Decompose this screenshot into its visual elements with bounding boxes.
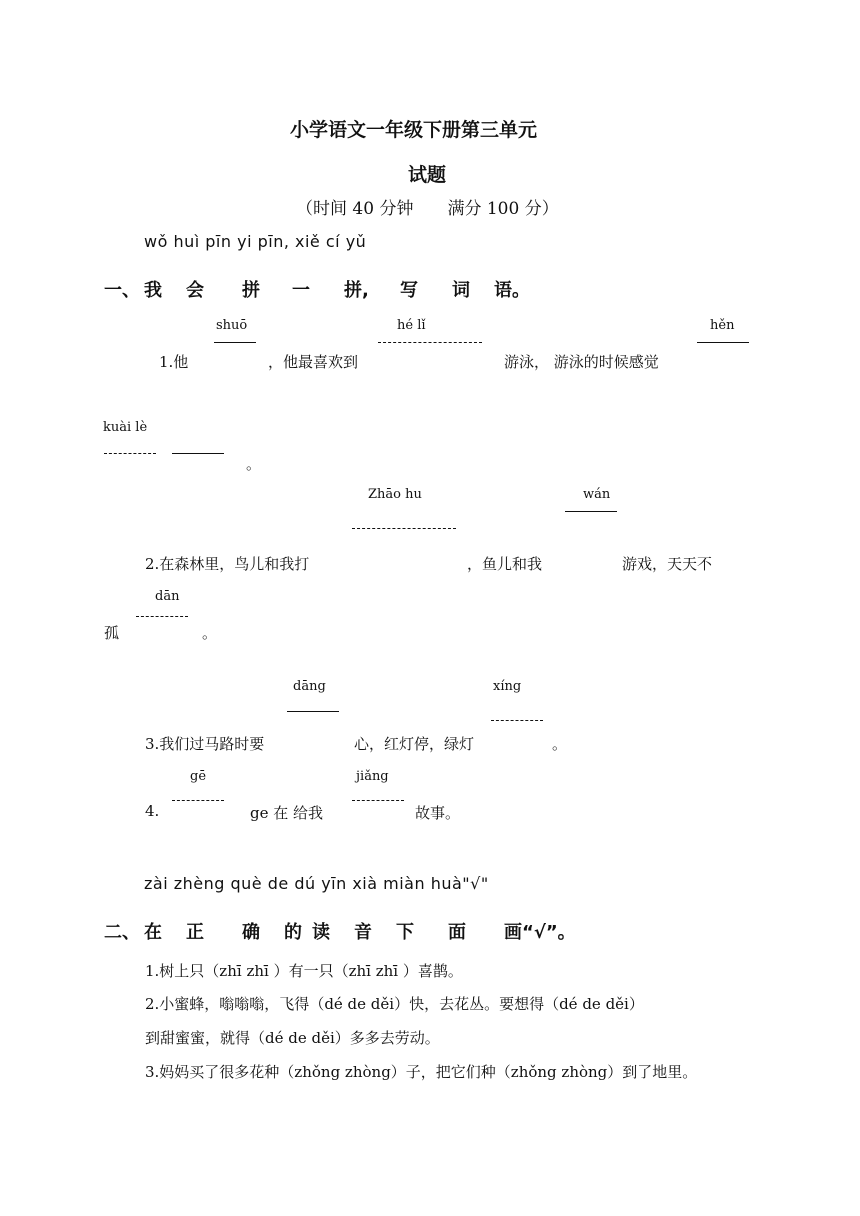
answer-blank-zhaohu[interactable] <box>352 528 456 529</box>
exam-meta: （时间 40 分钟 满分 100 分） <box>296 199 559 219</box>
q2-text-mid: ，鱼儿和我 <box>467 555 543 573</box>
pinyin-heli: hé lǐ <box>397 318 426 333</box>
section2-line-2: 2.小蜜蜂，嗡嗡嗡，飞得（dé de děi）快，去花丛。要想得（dé de děi） <box>145 995 644 1013</box>
answer-blank-jiang[interactable] <box>352 800 404 801</box>
answer-blank-wan[interactable] <box>565 511 617 512</box>
pinyin-ge: gē <box>190 769 207 784</box>
pinyin-wan: wán <box>583 487 611 502</box>
answer-blank-hen[interactable] <box>697 342 749 343</box>
pinyin-kuaile: kuài lè <box>103 420 148 435</box>
q3-text-mid: 心，红灯停，绿灯 <box>354 735 475 753</box>
section2-pinyin-heading: zài zhèng què de dú yīn xià miàn huà"√" <box>144 874 489 893</box>
q2-period: 。 <box>202 624 218 642</box>
heading-char: 一 <box>292 280 310 301</box>
section2-line-4: 3.妈妈买了很多花种（zhǒng zhòng）子，把它们种（zhǒng zhòng）到了地里。 <box>145 1063 698 1081</box>
pinyin-dang: dāng <box>293 679 326 694</box>
heading-char: 会 <box>186 280 204 301</box>
pinyin-shuo: shuō <box>216 318 248 333</box>
answer-blank-dang[interactable] <box>287 711 339 712</box>
heading-char: 词 <box>452 280 470 301</box>
section2-line-1: 1.树上只（zhī zhī ）有一只（zhī zhī ）喜鹊。 <box>145 962 463 980</box>
heading-char: 画“√”。 <box>504 922 576 943</box>
answer-blank-xing[interactable] <box>491 720 543 721</box>
section1-pinyin-heading: wǒ huì pīn yi pīn, xiě cí yǔ <box>144 232 367 251</box>
page-title: 小学语文一年级下册第三单元 <box>290 119 538 141</box>
q4-text-end: 故事。 <box>415 804 461 822</box>
answer-blank-dan[interactable] <box>136 616 188 617</box>
heading-char: 下 <box>396 922 414 943</box>
section2-line-3: 到甜蜜蜜，就得（dé de děi）多多去劳动。 <box>145 1029 440 1047</box>
pinyin-xing: xíng <box>493 679 522 694</box>
heading-char: 读 <box>312 922 330 943</box>
heading-char: 我 <box>144 280 162 301</box>
heading-char: 拼 <box>242 280 260 301</box>
q3-text-start: 3.我们过马路时要 <box>145 735 265 753</box>
answer-blank-kuai[interactable] <box>104 453 156 454</box>
heading-char: 确 <box>242 922 260 943</box>
section2-number: 二、 <box>104 922 140 943</box>
q1-text-mid: ，他最喜欢到 <box>268 353 359 371</box>
section1-heading <box>104 276 530 302</box>
pinyin-hen: hěn <box>710 318 735 333</box>
q4-text-mid: ge 在 给我 <box>250 804 324 822</box>
answer-blank-le[interactable] <box>172 453 224 454</box>
pinyin-dan: dān <box>155 589 180 604</box>
q2-text-end: 游戏，天天不 <box>622 555 713 573</box>
pinyin-zhaohu: Zhāo hu <box>368 487 422 502</box>
q1-text-start: 1.他 <box>159 353 189 371</box>
q2-text-start: 2.在森林里，鸟儿和我打 <box>145 555 310 573</box>
section1-number: 一、 <box>104 280 140 301</box>
heading-char: 的 <box>284 922 302 943</box>
q4-number: 4. <box>145 802 160 820</box>
q1-text-end: 游泳， 游泳的时候感觉 <box>504 353 659 371</box>
q2-text-gu: 孤 <box>104 624 120 642</box>
page-subtitle: 试题 <box>408 164 447 186</box>
section2-heading <box>104 918 576 944</box>
heading-char: 面 <box>448 922 466 943</box>
heading-char: 拼, <box>344 280 369 301</box>
answer-blank-shuo[interactable] <box>214 342 256 343</box>
heading-char: 在 <box>144 922 162 943</box>
heading-char: 音 <box>354 922 372 943</box>
heading-char: 语。 <box>494 280 530 301</box>
heading-char: 正 <box>186 922 204 943</box>
q1-period: 。 <box>246 455 262 473</box>
pinyin-jiang: jiǎng <box>356 769 389 784</box>
answer-blank-ge[interactable] <box>172 800 224 801</box>
heading-char: 写 <box>400 280 418 301</box>
answer-blank-heli[interactable] <box>378 342 482 343</box>
q3-period: 。 <box>552 735 568 753</box>
